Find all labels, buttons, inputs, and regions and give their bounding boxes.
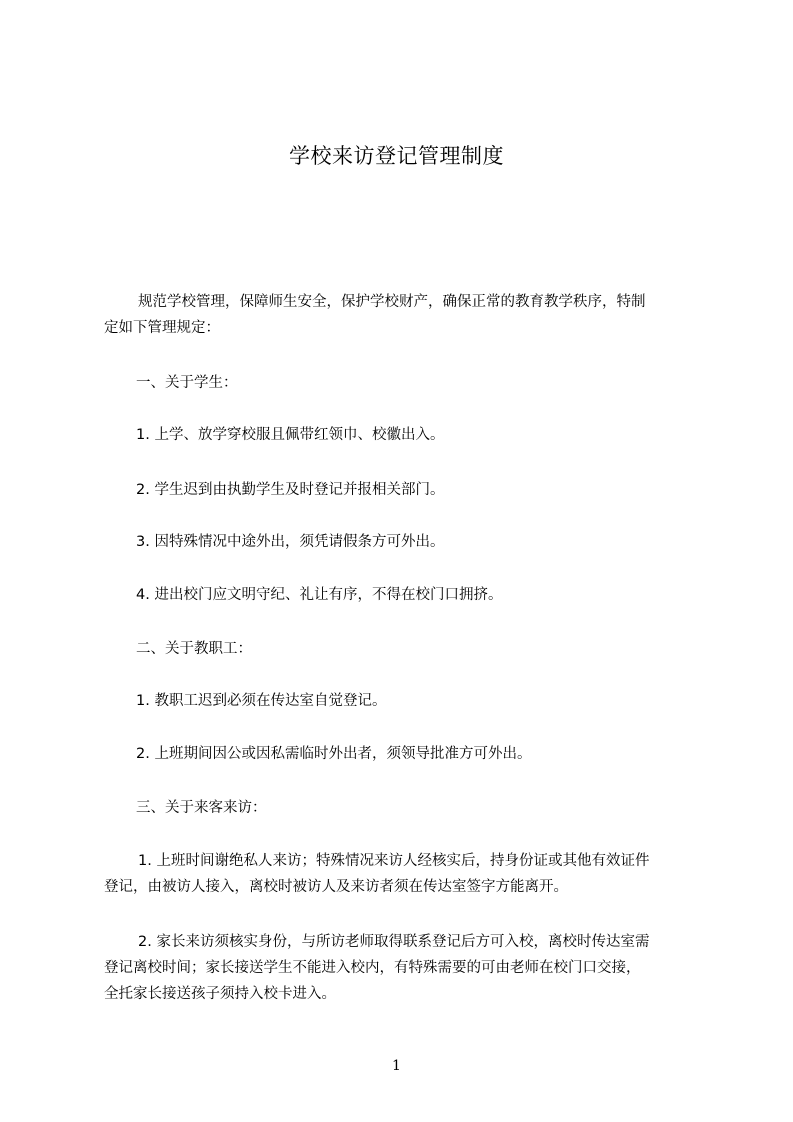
section-2-item-1: 1. 教职工迟到必须在传达室自觉登记。 bbox=[136, 693, 387, 709]
section-1-item-1: 1. 上学、放学穿校服且佩带红领巾、校徽出入。 bbox=[136, 427, 445, 443]
section-2-heading: 二、关于教职工： bbox=[136, 641, 252, 657]
section-2-item-2: 2. 上班期间因公或因私需临时外出者，须领导批准方可外出。 bbox=[136, 746, 532, 762]
section-1-item-2: 2. 学生迟到由执勤学生及时登记并报相关部门。 bbox=[136, 482, 445, 498]
page-number: 1 bbox=[392, 1058, 401, 1074]
intro-line-1: 规范学校管理，保障师生安全，保护学校财产，确保正常的教育教学秩序，特制 bbox=[138, 294, 646, 310]
section-3-item-2-line-3: 全托家长接送孩子须持入校卡进入。 bbox=[104, 986, 336, 1002]
section-3-item-1-line-2: 登记，由被访人接入，离校时被访人及来访者须在传达室签字方能离开。 bbox=[104, 879, 568, 895]
section-1-item-3: 3. 因特殊情况中途外出，须凭请假条方可外出。 bbox=[136, 534, 445, 550]
document-title: 学校来访登记管理制度 bbox=[289, 144, 504, 168]
section-3-item-2-line-2: 登记离校时间；家长接送学生不能进入校内，有特殊需要的可由老师在校门口交接， bbox=[104, 960, 641, 976]
intro-line-2: 定如下管理规定： bbox=[104, 320, 220, 336]
section-3-heading: 三、关于来客来访： bbox=[136, 800, 267, 816]
section-3-item-2-line-1: 2. 家长来访须核实身份，与所访老师取得联系登记后方可入校，离校时传达室需 bbox=[138, 934, 650, 950]
section-1-item-4: 4. 进出校门应文明守纪、礼让有序，不得在校门口拥挤。 bbox=[136, 587, 503, 603]
section-1-heading: 一、关于学生： bbox=[136, 375, 238, 391]
section-3-item-1-line-1: 1. 上班时间谢绝私人来访；特殊情况来访人经核实后，持身份证或其他有效证件 bbox=[138, 853, 650, 869]
